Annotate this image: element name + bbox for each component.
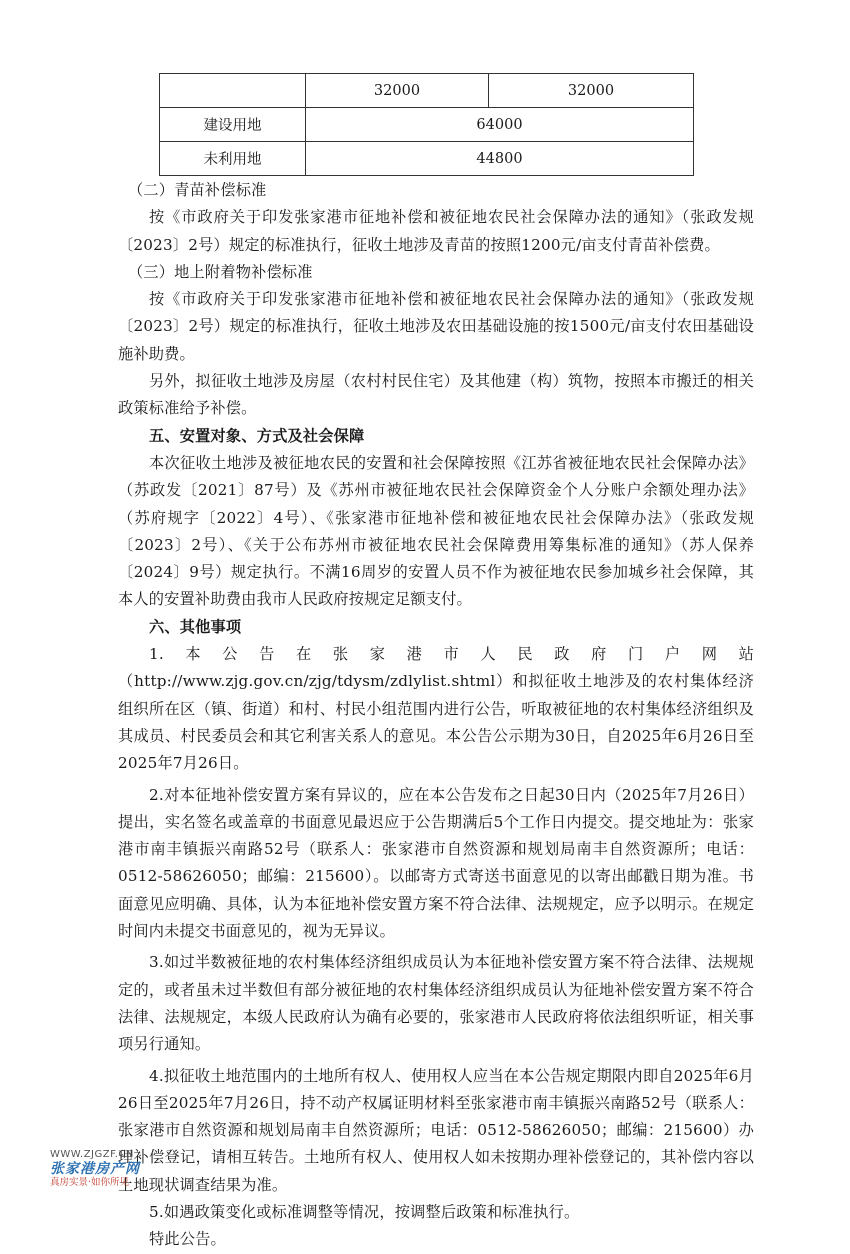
closing-text: 特此公告。 — [149, 1230, 226, 1249]
compensation-table — [159, 73, 694, 176]
subsection-title-attachment: （三）地上附着物补偿标准 — [128, 262, 313, 281]
table-row — [160, 142, 694, 176]
paragraph-resettlement: 本次征收土地涉及被征地农民的安置和社会保障按照《江苏省被征地农民社会保障办法》（苏政发〔2021〕87号）及《苏州市被征地农民社会保障资金个人分账户余额处理办法》（苏府规字〔2022〕4号）、《张家港市征地补偿和被征地农民社会保障办法》（张政发规〔2023〕2号）、《关于公布苏州市被征地农民社会保障费用筹集标准的通知》（苏人保养〔2024〕9号）规定执行。不满16周岁的安置人员不作为被征地农民参加城乡社会保障，其本人的安置补助费由我市人民政府按规定足额支付。 — [118, 453, 754, 609]
watermark-brand: 张家港房产网 — [50, 1161, 140, 1177]
paragraph-item-2: 2.对本征地补偿安置方案有异议的，应在本公告发布之日起30日内（2025年7月26日）提出，实名签名或盖章的书面意见最迟应于公告期满后5个工作日内提交。提交地址为：张家港市南丰镇振兴南路52号（联系人：张家港市自然资源和规划局南丰自然资源所；电话：0512-58626050；邮编：215600）。以邮寄方式寄送书面意见的以寄出邮戳日期为准。书面意见应明确、具体，认为本征地补偿安置方案不符合法律、法规规定，应予以明示。在规定时间内未提交书面意见的，视为无异议。 — [118, 785, 754, 941]
table-cell-value: 32000 — [489, 74, 694, 108]
section-heading-resettlement: 五、安置对象、方式及社会保障 — [149, 426, 365, 445]
table-cell-label — [160, 74, 306, 108]
watermark-logo — [50, 1148, 190, 1189]
paragraph-item-4: 4.拟征收土地范围内的土地所有权人、使用权人应当在本公告规定期限内即自2025年6月26日至2025年7月26日，持不动产权属证明材料至张家港市南丰镇振兴南路52号（联系人：张家港市自然资源和规划局南丰自然资源所；电话：0512-58626050；邮编：215600）办理补偿登记，请相互转告。土地所有权人、使用权人如未按期办理补偿登记的，其补偿内容以土地现状调查结果为准。 — [118, 1066, 754, 1194]
subsection-title-seedling: （二）青苗补偿标准 — [128, 181, 267, 199]
table-cell-label: 未利用地 — [160, 142, 306, 176]
paragraph-seedling: 按《市政府关于印发张家港市征地补偿和被征地农民社会保障办法的通知》（张政发规〔2023〕2号）规定的标准执行，征收土地涉及青苗的按照1200元/亩支付青苗补偿费。 — [118, 208, 754, 254]
table-row — [160, 74, 694, 108]
watermark-url: WWW.ZJGZF.CN — [50, 1149, 134, 1160]
watermark-slogan: 真房实景·如你所见 — [50, 1177, 130, 1188]
paragraph-item-5: 5.如遇政策变化或标准调整等情况，按调整后政策和标准执行。 — [149, 1202, 580, 1221]
paragraph-item-3: 3.如过半数被征地的农村集体经济组织成员认为本征地补偿安置方案不符合法律、法规规定的，或者虽未过半数但有部分被征地的农村集体经济组织成员认为征地补偿安置方案不符合法律、法规规定，本级人民政府认为确有必要的，张家港市人民政府将依法组织听证，相关事项另行通知。 — [118, 953, 754, 1054]
table-row — [160, 108, 694, 142]
document-body — [118, 177, 754, 1254]
paragraph-item-1: 1.本公告在张家港市人民政府门户网站（http://www.zjg.gov.cn/zjg/tdysm/zdlylist.shtml）和拟征收土地涉及的农村集体经济组织所在区（镇、街道）和村、村民小组范围内进行公告，听取被征地的农村集体经济组织及其成员、村民委员会和其它利害关系人的意见。本公告公示期为30日，自2025年6月26日至2025年7月26日。 — [118, 645, 754, 773]
table-cell-value: 32000 — [306, 74, 489, 108]
table-cell-value: 64000 — [306, 108, 694, 142]
section-heading-other: 六、其他事项 — [149, 617, 242, 636]
table-cell-value: 44800 — [306, 142, 694, 176]
table-cell-label: 建设用地 — [160, 108, 306, 142]
paragraph-attachment: 按《市政府关于印发张家港市征地补偿和被征地农民社会保障办法的通知》（张政发规〔2023〕2号）规定的标准执行，征收土地涉及农田基础设施的按1500元/亩支付农田基础设施补助费。 — [118, 290, 754, 363]
paragraph-house: 另外，拟征收土地涉及房屋（农村村民住宅）及其他建（构）筑物，按照本市搬迁的相关政策标准给予补偿。 — [118, 372, 754, 418]
